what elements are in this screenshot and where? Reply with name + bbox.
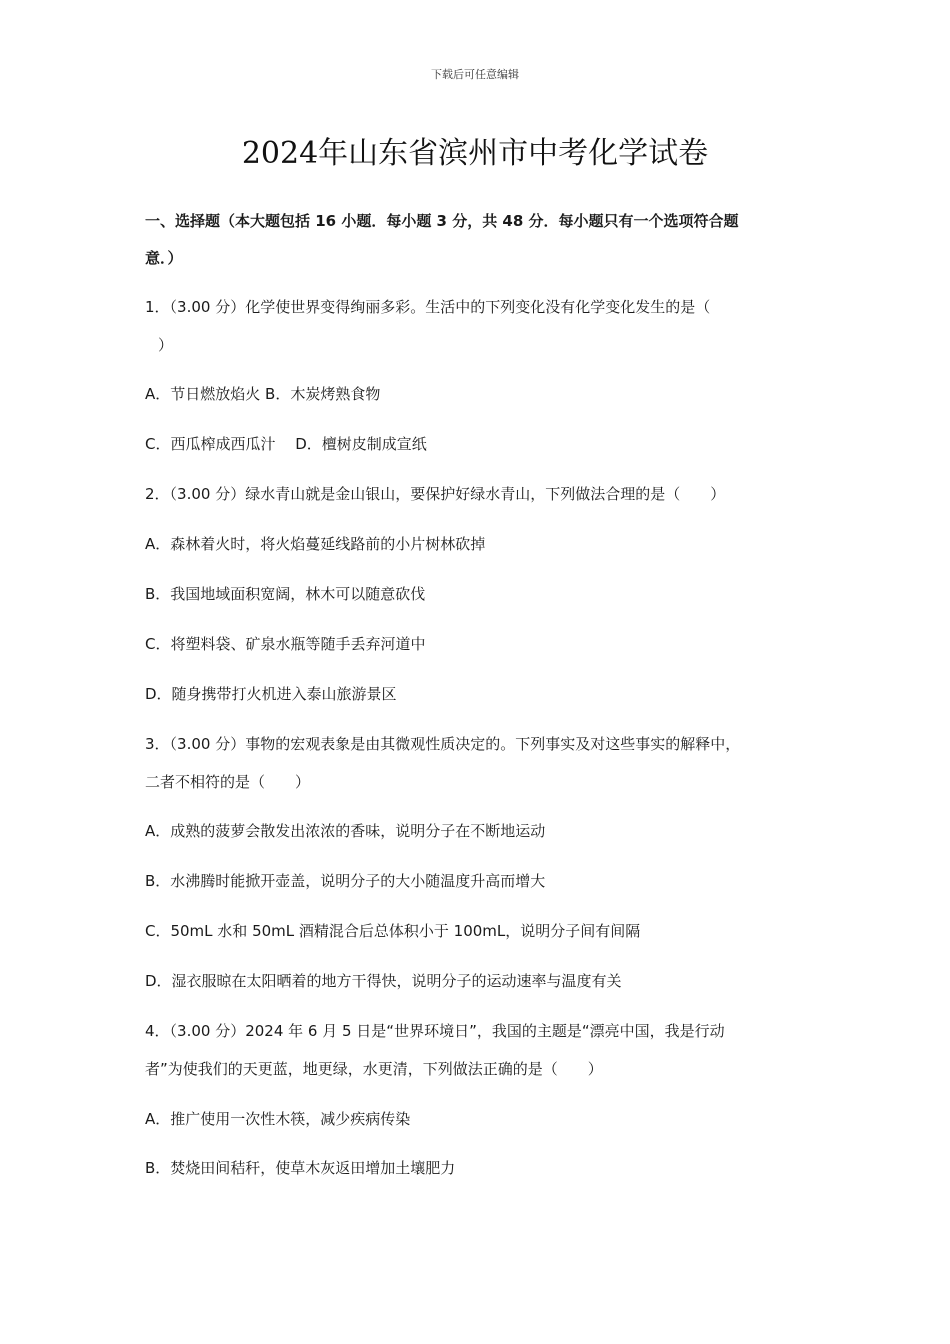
q4-option-a: A．推广使用一次性木筷，减少疾病传染 [145, 1110, 411, 1128]
q3-stem-line1: 3．（3.00 分）事物的宏观表象是由其微观性质决定的。下列事实及对这些事实的解释中， [145, 735, 741, 753]
q2-option-c: C．将塑料袋、矿泉水瓶等随手丢弃河道中 [145, 635, 426, 653]
q1-stem-line1: 1．（3.00 分）化学使世界变得绚丽多彩。生活中的下列变化没有化学变化发生的是（ [145, 298, 711, 316]
q2-option-a: A．森林着火时，将火焰蔓延线路前的小片树林砍掉 [145, 535, 486, 553]
q3-option-b: B．水沸腾时能掀开壶盖，说明分子的大小随温度升高而增大 [145, 872, 546, 890]
q3-option-a: A．成熟的菠萝会散发出浓浓的香味，说明分子在不断地运动 [145, 822, 546, 840]
q4-stem-line2: 者”为使我们的天更蓝，地更绿，水更清，下列做法正确的是（ ） [145, 1060, 603, 1078]
q4-option-b: B．焚烧田间秸秆，使草木灰返田增加土壤肥力 [145, 1159, 456, 1177]
q4-stem-line1: 4．（3.00 分）2024 年 6 月 5 日是“世界环境日”，我国的主题是“漂亮中国，我是行动 [145, 1022, 725, 1040]
q2-stem: 2．（3.00 分）绿水青山就是金山银山，要保护好绿水青山，下列做法合理的是（ ） [145, 485, 726, 503]
q3-option-d: D．湿衣服晾在太阳晒着的地方干得快，说明分子的运动速率与温度有关 [145, 972, 622, 990]
q1-options-ab: A．节日燃放焰火 B．木炭烤熟食物 [145, 385, 381, 403]
header-note: 下载后可任意编辑 [431, 68, 519, 81]
q3-option-c: C．50mL 水和 50mL 酒精混合后总体积小于 100mL，说明分子间有间隔 [145, 922, 641, 940]
q2-option-b: B．我国地域面积宽阔，林木可以随意砍伐 [145, 585, 426, 603]
q3-stem-line2: 二者不相符的是（ ） [145, 773, 311, 791]
q1-options-cd: C．西瓜榨成西瓜汁 D．檀树皮制成宣纸 [145, 435, 427, 453]
section-heading-line1: 一、选择题（本大题包括 16 小题．每小题 3 分，共 48 分．每小题只有一个选项符合题 [145, 212, 739, 230]
page-title: 2024年山东省滨州市中考化学试卷 [241, 136, 709, 171]
q1-stem-line2: ） [158, 336, 174, 354]
section-heading [145, 203, 815, 277]
q2-option-d: D．随身携带打火机进入泰山旅游景区 [145, 685, 397, 703]
section-heading-line2: 意．） [145, 249, 183, 267]
